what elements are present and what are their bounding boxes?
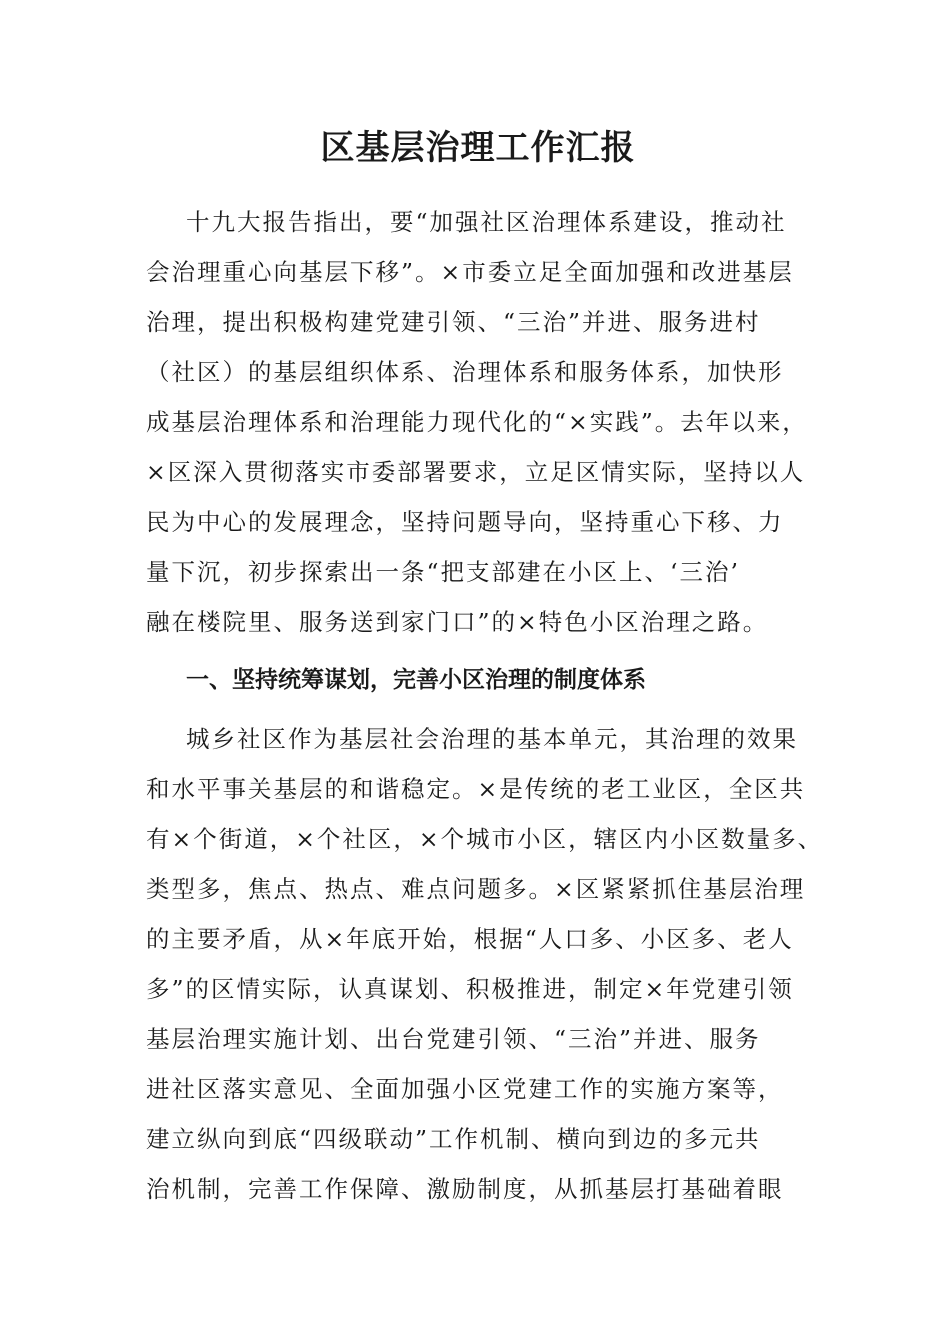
paragraph-line: ×区深入贯彻落实市委部署要求，立足区情实际，坚持以人	[146, 458, 806, 486]
paragraph-line: 融在楼院里、服务送到家门口”的×特色小区治理之路。	[146, 608, 769, 636]
section-heading: 一、坚持统筹谋划，完善小区治理的制度体系	[186, 667, 646, 693]
paragraph-section1	[146, 714, 824, 1214]
document-title: 区基层治理工作汇报	[320, 128, 636, 168]
paragraph-line: 会治理重心向基层下移”。×市委立足全面加强和改进基层	[146, 258, 794, 286]
paragraph-line: 民为中心的发展理念，坚持问题导向，坚持重心下移、力	[146, 508, 784, 536]
paragraph-line: 和水平事关基层的和谐稳定。×是传统的老工业区，全区共	[146, 775, 806, 803]
paragraph-line: 有×个街道，×个社区，×个城市小区，辖区内小区数量多、	[146, 825, 824, 853]
paragraph-line: 多”的区情实际，认真谋划、积极推进，制定×年党建引领	[146, 975, 794, 1003]
paragraph-line: 城乡社区作为基层社会治理的基本单元，其治理的效果	[186, 725, 798, 753]
paragraph-line: 建立纵向到底“四级联动”工作机制、横向到边的多元共	[146, 1125, 761, 1153]
paragraph-line: 进社区落实意见、全面加强小区党建工作的实施方案等，	[146, 1075, 784, 1103]
paragraph-line: 十九大报告指出，要“加强社区治理体系建设，推动社	[186, 208, 787, 236]
paragraph-intro	[146, 197, 810, 647]
paragraph-line: 基层治理实施计划、出台党建引领、“三治”并进、服务	[146, 1025, 761, 1053]
paragraph-line: 治理，提出积极构建党建引领、“三治”并进、服务进村	[146, 308, 761, 336]
paragraph-line: 类型多，焦点、热点、难点问题多。×区紧紧抓住基层治理	[146, 875, 806, 903]
paragraph-line: 量下沉，初步探索出一条“把支部建在小区上、‘三治’	[146, 558, 740, 586]
paragraph-line: 的主要矛盾，从×年底开始，根据“人口多、小区多、老人	[146, 925, 794, 953]
paragraph-line: 治机制，完善工作保障、激励制度，从抓基层打基础着眼	[146, 1175, 784, 1203]
paragraph-line: 成基层治理体系和治理能力现代化的“×实践”。去年以来，	[146, 408, 808, 436]
paragraph-line: （社区）的基层组织体系、治理体系和服务体系，加快形	[146, 358, 784, 386]
